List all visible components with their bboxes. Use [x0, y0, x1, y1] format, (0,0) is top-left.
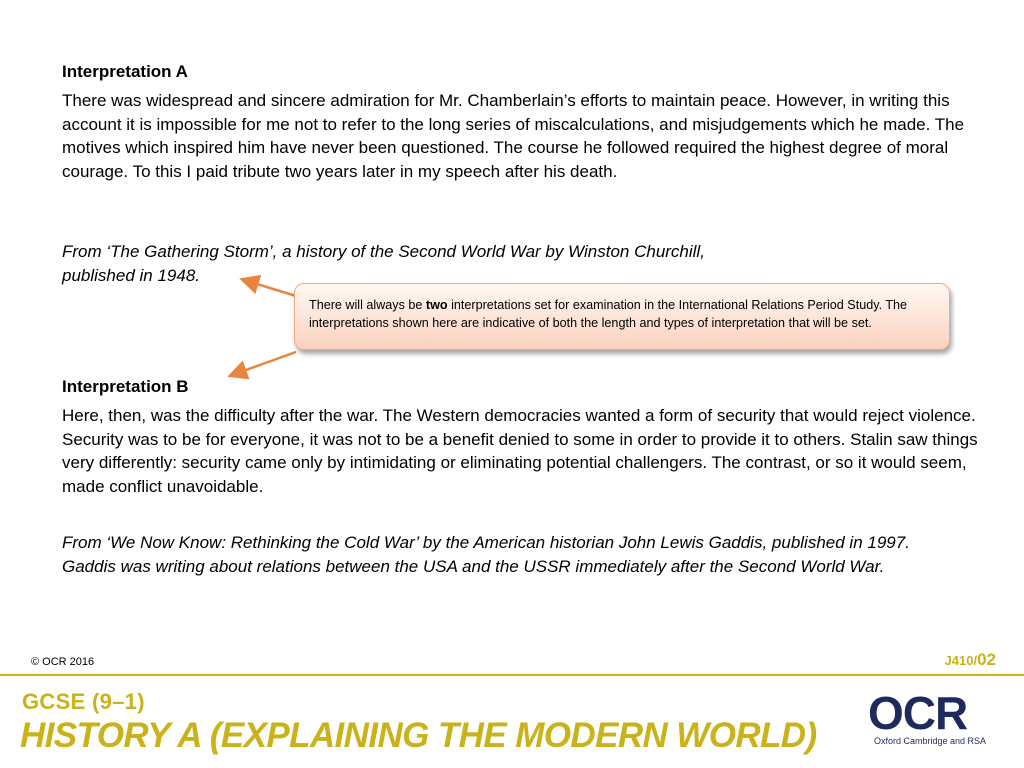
paper-code-prefix: J410/	[944, 653, 978, 668]
subject-title: HISTORY A (EXPLAINING THE MODERN WORLD)	[20, 716, 817, 755]
copyright-notice: © OCR 2016	[31, 656, 95, 668]
interpretation-a-source	[62, 240, 862, 287]
ocr-logo	[868, 687, 998, 750]
callout-text-before: There will always be	[309, 298, 426, 312]
paper-code-suffix: 02	[977, 650, 996, 669]
interpretation-a-heading: Interpretation A	[62, 62, 188, 81]
interpretation-b-source: From ‘We Now Know: Rethinking the Cold War’ by the American historian John Lewis Gaddis, published in 1997. Gaddis was writing about relations between the USA and the USSR immediately after the Second World War.	[62, 533, 910, 576]
interpretation-a-source-line2: published in 1948.	[62, 265, 201, 285]
interpretation-b-heading: Interpretation B	[62, 377, 189, 396]
arrow-to-interpretation-b	[232, 352, 296, 375]
paper-code	[945, 650, 996, 670]
callout-text-after: interpretations set for examination in the International Relations Period Study. The interpretations shown here are indicative of both the length and types of interpretation that will be set.	[309, 298, 908, 330]
interpretation-a-text: There was widespread and sincere admiration for Mr. Chamberlain’s efforts to maintain peace. However, in writing this account it is impossible for me not to refer to the long series of miscalculations, and misjudgements which he made. The motives which inspired him have never been questioned. The course he followed required the highest degree of moral courage. To this I paid tribute two years later in my speech after his death.	[62, 91, 965, 181]
examiner-note-callout	[294, 283, 950, 350]
interpretation-a-source-line1: From ‘The Gathering Storm’, a history of the Second World War by Winston Churchill,	[62, 242, 705, 261]
ocr-logo-tagline: Oxford Cambridge and RSA	[874, 736, 987, 746]
interpretation-b-text: Here, then, was the difficulty after the war. The Western democracies wanted a form of security that would reject violence. Security was to be for everyone, it was not to be a benefit denied to some in order to provide it to others. Stalin saw things very differently: security came only by intimidating or eliminating potential challengers. The contrast, or so it would seem, made conflict unavoidable.	[62, 406, 978, 496]
footer-divider	[0, 674, 1024, 676]
callout-text-bold: two	[425, 298, 448, 312]
qualification-label: GCSE (9–1)	[22, 689, 145, 714]
ocr-logo-wordmark: OCR	[868, 687, 968, 739]
